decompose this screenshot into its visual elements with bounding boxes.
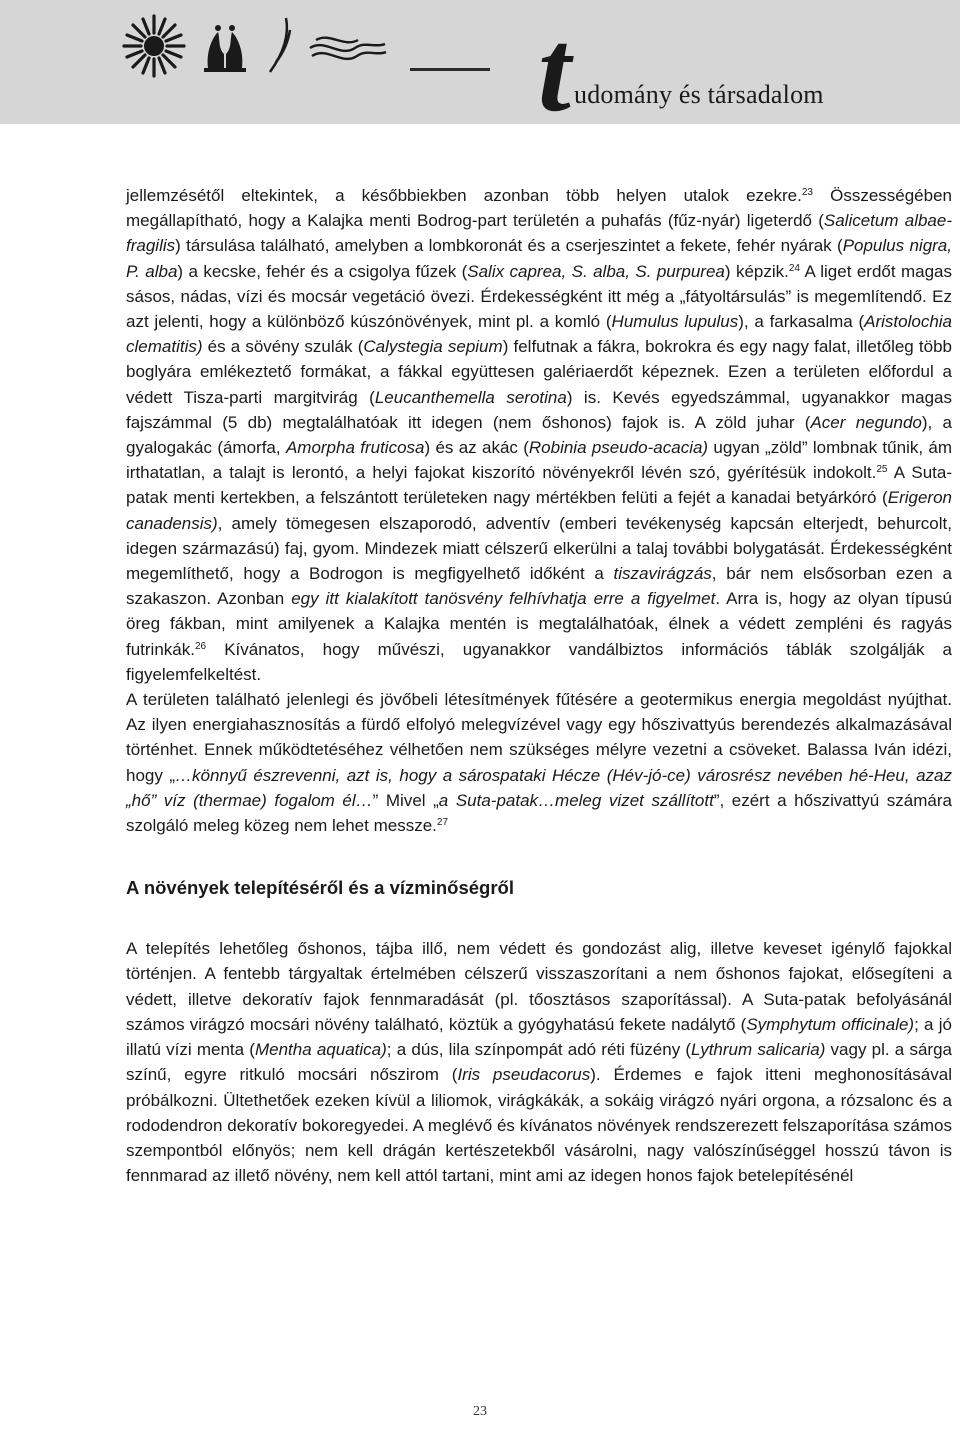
text-run: ) is. Kevés egyedszámmal, ugyanakkor magas fajszámmal (5 db) megtalálhatóak itt idegen (nem őshonos) fajok is. A zöld juhar ( — [126, 387, 952, 432]
text-run: ), a farkasalma ( — [738, 312, 865, 332]
italic-term: egy itt kialakított tanösvény felhívhatja erre a figyelmet — [291, 589, 716, 609]
sun-ornament-icon — [124, 16, 184, 76]
text-run: és a sövény szulák ( — [202, 337, 364, 357]
journal-logo — [120, 8, 390, 80]
text-run: ) és az akác ( — [424, 438, 529, 458]
italic-term: Lythrum salicaria) — [691, 1040, 826, 1060]
header-rule — [410, 68, 490, 71]
text-run: A liget erdőt magas sásos, nádas, vízi és mocsár vegetáció övezi. Érdekességként itt még a „fátyoltársulás” is megemlítendő. Ez azt jelenti, hogy a különböző kúszónövények, mint pl. a komló ( — [126, 261, 953, 332]
footnote-ref: 27 — [436, 817, 449, 829]
text-run: Összességében megállapítható, hogy a Kalajka menti Bodrog-part területén a puhafás (fűz-nyár) ligeterdő ( — [126, 186, 952, 231]
text-run: ) képzik. — [724, 261, 789, 281]
wave-ornament-icon — [310, 38, 386, 59]
text-run: . Arra is, hogy az olyan típusú öreg fákban, mint amilyenek a Kalajka mentén is megtalálhatóak, élnek a védett zempléni és ragyás futrinkák. — [126, 589, 952, 659]
footnote-ref: 26 — [194, 640, 207, 652]
text-run: ), a gyalogakác (ámorfa, — [126, 412, 953, 458]
text-run: ; a dús, lila színpompát adó réti füzény ( — [386, 1040, 692, 1060]
italic-term: Robinia pseudo-acacia) — [528, 438, 709, 458]
italic-term: Populus nigra, P. alba — [126, 236, 952, 281]
paragraph-2 — [126, 687, 952, 838]
paragraph-3 — [126, 936, 952, 1188]
italic-term: Mentha aquatica) — [254, 1040, 387, 1060]
text-run: ). Érdemes e fajok itteni meghonosításával próbálkozni. Ültethetőek ezeken kívül a liliomok, virágkákák, a sokáig virágzó nyári orgona, a rózsalonc és a rododendron dekoratív bokoregyedei. A meglévő és kívánatos növények rendszerezett felszaporítása számos szempontból előnyös; nem kell drágán kertészetekből vásárolni, nagy valószínűséggel hosszú távon is fennmarad az illető növény, nem kell attól tartani, mint ami az idegen honos fajok betelepítésénél — [126, 1065, 952, 1186]
italic-term: Acer negundo — [810, 412, 922, 432]
text-run: ugyan „zöld” lombnak tűnik, ám irthatatlan, a talajt is lerontó, a helyi fajokat kiszorító növényekről lévén szó, gyérítésük indokolt. — [126, 438, 952, 483]
footnote-ref: 24 — [788, 262, 800, 274]
text-run: Kívánatos, hogy művészi, ugyanakkor vandálbiztos információs táblák szolgálják a figyelemfelkeltést. — [126, 639, 952, 684]
feather-icon — [270, 18, 290, 72]
italic-term: Humulus lupulus — [611, 312, 739, 332]
text-run: ) a kecske, fehér és a csigolya fűzek ( — [177, 261, 468, 281]
footnote-ref: 23 — [801, 187, 813, 198]
twin-figures-icon — [204, 25, 246, 72]
journal-initial: t — [538, 5, 571, 136]
italic-term: a Suta-patak…meleg vizet szállított — [438, 790, 714, 810]
text-run: ) társulása található, amelyben a lombkoronát és a cserjeszintet a fekete, fehér nyárak ( — [175, 236, 843, 256]
italic-term: Calystegia sepium — [363, 337, 503, 357]
italic-term: tiszavirágzás — [613, 564, 712, 584]
page-number: 23 — [473, 1404, 487, 1419]
text-run: , bár nem elsősorban ezen a szakaszon. Azonban — [126, 564, 952, 609]
journal-title: udomány és társadalom — [574, 80, 824, 109]
paragraph-1 — [126, 183, 952, 687]
italic-term: Iris pseudacorus — [457, 1065, 591, 1085]
text-run: ) felfutnak a fákra, bokrokra és egy nagy falat, illetőleg több boglyára emlékeztető formákat, a fákkal együttesen galériaerdőt képeznek. Ezen a területen előfordul a védett Tisza-parti margitvirág ( — [126, 337, 952, 407]
italic-term: Erigeron canadensis) — [126, 488, 952, 533]
text-run: ” Mivel „ — [372, 790, 439, 810]
italic-term: Leucanthemella serotina — [374, 387, 567, 407]
text-run: A területen található jelenlegi és jövőbeli létesítmények fűtésére a geotermikus energia megoldást nyújthat. Az ilyen energiahasznosítás a fürdő elfolyó melegvízével vagy egy hőszivattyús berendezés alkalmazásával történhet. Ennek működtetéséhez vélhetően nem szükséges mélyre vezetni a csöveket. Balassa Iván idézi, hogy „ — [126, 690, 952, 785]
section-heading: A növények telepítéséről és a vízminőségről — [126, 877, 514, 899]
text-run: A Suta-patak menti kertekben, a felszántott területeken nagy mértékben felüti a fejét a kanadai betyárkóró ( — [126, 463, 952, 508]
text-run: A telepítés lehetőleg őshonos, tájba illő, nem védett és gondozást alig, illetve keveset igénylő fajokkal történjen. A fentebb tárgyaltak értelmében célszerű visszaszorítani a nem őshonos fajokat, elősegíteni a védett, illetve dekoratív fajok fennmaradását (pl. tőosztásos szaporítással). A Suta-patak befolyásánál számos virágzó mocsári növény található, köztük a gyógyhatású fekete nadálytő ( — [126, 939, 952, 1034]
text-run: jellemzésétől eltekintek, a későbbiekben azonban több helyen utalok ezekre. — [126, 186, 802, 205]
italic-term: Salix caprea, S. alba, S. purpurea — [467, 261, 725, 281]
italic-term: Symphytum officinale) — [746, 1014, 915, 1034]
italic-term: Salicetum albae-fragilis — [126, 211, 952, 256]
text-run: ; a jó illatú vízi menta ( — [126, 1014, 952, 1060]
journal-header — [0, 0, 960, 136]
italic-term: Amorpha fruticosa — [285, 438, 425, 458]
text-run: , amely tömegesen elszaporodó, adventív (emberi tevékenység kapcsán elterjedt, behurcolt, idegen származású) faj, gyom. Mindezek miatt célszerű elkerülni a talaj további bolygatását. Érdekességként megemlíthető, hogy a Bodrogon is megfigyelhető időként a — [126, 513, 952, 584]
italic-term: …könnyű észrevenni, azt is, hogy a sárospataki Hécze (Hév-jó-ce) városrész nevében hé-Heu, azaz „hő” víz (thermae) fogalom él… — [126, 765, 952, 810]
article-body — [126, 183, 952, 1188]
text-run: vagy pl. a sárga színű, egyre ritkuló mocsári nőszirom ( — [126, 1040, 952, 1085]
text-run: ”, ezért a hőszivattyú számára szolgáló meleg közeg nem lehet messze. — [126, 790, 952, 836]
italic-term: Aristolochia clematitis) — [126, 312, 953, 357]
footnote-ref: 25 — [876, 464, 888, 476]
